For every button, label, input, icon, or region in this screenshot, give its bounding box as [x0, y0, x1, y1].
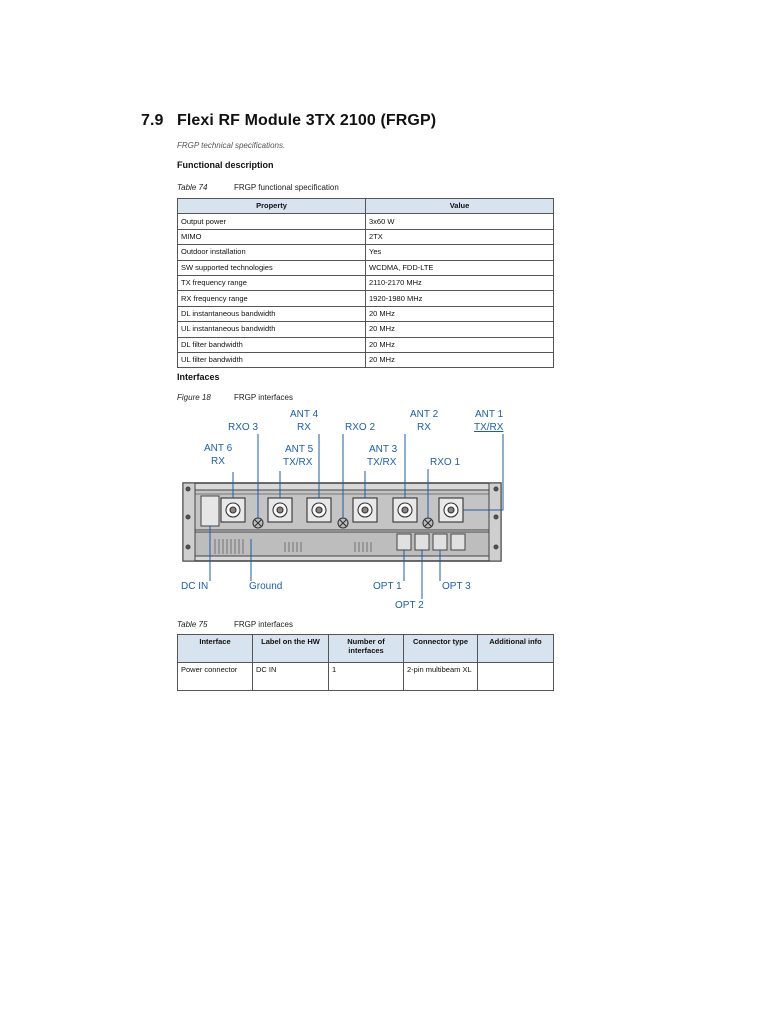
column-header-label-on-hw: Label on the HW [253, 635, 329, 663]
rxo1-label: RXO 1 [430, 457, 461, 468]
property-cell: TX frequency range [178, 275, 366, 290]
ant4-sub-label: RX [297, 422, 311, 433]
ant5-sub-label: TX/RX [283, 457, 313, 468]
ant3-label: ANT 3 [369, 444, 398, 455]
value-cell: 2TX [366, 229, 554, 244]
ground-label: Ground [249, 581, 283, 592]
table-row [178, 663, 554, 691]
label-cell: DC IN [253, 663, 329, 691]
table-row [178, 229, 554, 244]
property-cell: MIMO [178, 229, 366, 244]
interfaces-table [177, 634, 554, 691]
count-cell: 1 [329, 663, 404, 691]
value-cell: 1920-1980 MHz [366, 291, 554, 306]
rxo2-label: RXO 2 [345, 422, 376, 433]
table-75-caption [177, 620, 293, 629]
connector-type-cell: 2-pin multibeam XL [404, 663, 478, 691]
figure-18-title: FRGP interfaces [234, 393, 293, 402]
property-cell: UL instantaneous bandwidth [178, 322, 366, 337]
table-row [178, 245, 554, 260]
property-cell: Outdoor installation [178, 245, 366, 260]
property-cell: RX frequency range [178, 291, 366, 306]
property-cell: SW supported technologies [178, 260, 366, 275]
value-cell: WCDMA, FDD-LTE [366, 260, 554, 275]
table-74-title: FRGP functional specification [234, 183, 339, 192]
table-row [178, 275, 554, 290]
column-header-interface: Interface [178, 635, 253, 663]
additional-info-cell [478, 663, 554, 691]
dc-in-label: DC IN [181, 581, 209, 592]
ant2-sub-label: RX [417, 422, 431, 433]
property-cell: Output power [178, 214, 366, 229]
opt2-label: OPT 2 [395, 600, 424, 611]
table-header-row [178, 199, 554, 214]
column-header-property: Property [178, 199, 366, 214]
table-74-label: Table 74 [177, 183, 208, 192]
property-cell: DL filter bandwidth [178, 337, 366, 352]
table-row [178, 306, 554, 321]
table-row [178, 214, 554, 229]
column-header-number-of-interfaces: Number of interfaces [329, 635, 404, 663]
interface-cell: Power connector [178, 663, 253, 691]
intro-text: FRGP technical specifications. [177, 141, 286, 150]
ant6-label: ANT 6 [204, 443, 233, 454]
value-cell: 20 MHz [366, 322, 554, 337]
value-cell: 20 MHz [366, 337, 554, 352]
table-row [178, 322, 554, 337]
column-header-connector-type: Connector type [404, 635, 478, 663]
table-row [178, 337, 554, 352]
table-header-row [178, 635, 554, 663]
table-row [178, 291, 554, 306]
figure-18-label: Figure 18 [177, 393, 211, 402]
value-cell: 20 MHz [366, 306, 554, 321]
figure-18-caption [177, 393, 293, 402]
section-heading [141, 112, 436, 130]
ant1-label: ANT 1 [475, 409, 504, 420]
table-row [178, 260, 554, 275]
section-title: Flexi RF Module 3TX 2100 (FRGP) [177, 112, 437, 129]
table-75-title: FRGP interfaces [234, 620, 293, 629]
table-74-caption [177, 183, 339, 192]
opt3-label: OPT 3 [442, 581, 471, 592]
ant2-label: ANT 2 [410, 409, 439, 420]
frgp-interfaces-figure [175, 404, 510, 614]
value-cell: 20 MHz [366, 352, 554, 367]
ant3-sub-label: TX/RX [367, 457, 397, 468]
ant6-sub-label: RX [211, 456, 225, 467]
table-row [178, 352, 554, 367]
value-cell: 3x60 W [366, 214, 554, 229]
column-header-additional-info: Additional info [478, 635, 554, 663]
section-number: 7.9 [141, 112, 164, 129]
value-cell: Yes [366, 245, 554, 260]
ant4-label: ANT 4 [290, 409, 319, 420]
property-cell: UL filter bandwidth [178, 352, 366, 367]
functional-description-heading: Functional description [177, 160, 274, 170]
functional-spec-table [177, 198, 554, 368]
value-cell: 2110-2170 MHz [366, 275, 554, 290]
ant1-sub-label: TX/RX [474, 422, 504, 433]
opt1-label: OPT 1 [373, 581, 402, 592]
interfaces-heading: Interfaces [177, 372, 220, 382]
property-cell: DL instantaneous bandwidth [178, 306, 366, 321]
column-header-value: Value [366, 199, 554, 214]
table-75-label: Table 75 [177, 620, 208, 629]
ant5-label: ANT 5 [285, 444, 314, 455]
rxo3-label: RXO 3 [228, 422, 259, 433]
